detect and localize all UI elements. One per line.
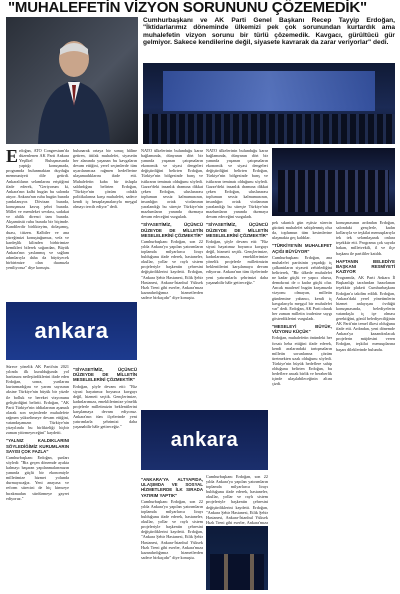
article-text: Cumhurbaşkanı Erdoğan, şunları söyledi: "Biz geçen dönemde ayakta kalmayı başaran yapılanmalarımızın yanında güçlü bir ekonomiyle milletimize hizmet yolunda durmayacağız. Yeni anayasa ve reform sürecini de hiç kimseye bırakmadan sürdürmeye gayret ediyoruz." [6,454,69,501]
subhead: "SİYASETİMİZ, ÜÇÜNCÜ DÜZEYDE DE MİLLETİN MESELELERİNİ ÇÖZMEKTİR" [73,367,137,383]
subhead: "YALNIZ KALDIKLARINI SÖYLEDİĞİMİZ KURUMLARIN SAYISI ÇOK FAZLA" [6,438,69,454]
article-lead: rdoğan, ATO Congresium'da düzenlenen AK Parti Ankara Yeşilkel Buluşmasında yaptığı konuşmada, programda bulunmaktan duyduğu memnuniyeti dile getirdi. Ankaralıların selamlarını eriştiğimi ifade ederek, "Geriyorum ki, Ankara'nın kalbi bugün bu salonda atıyor. Ankara'nın ruhu bugün burada yankılanıyor. Dövizan burada, konuşmuza kavuş şehri burada. Millet ve memleket sevdası, sadakat ve ahilik direnci tam burada. Akşamüstü ruhu burada bir biçimde. Kandilerdir birlikteyim, dolaşamış, duası, titizen. Kalbiler ve ana yüreğimizi konuştuğumuz, vefa ve kardeşlik kilinden birbirimize kemikleri bilerek soğarıdan, Büyük Ankara'nın yaslanmış ve sağlam adımlarıyla daha da büyüyecek birbirimize olan duamızla yeniliyoruz" diye konuştu. [6,148,69,271]
stage-screen [163,71,375,111]
subhead: "ANKARA'YA ALTYAPIDA, ULAŞIMDA VE SOSYAL HİZMETLERDE İLK SIRADA YATIRIM YAPTIK" [141,477,203,498]
article-text: pek sıkıntılı gün eşitsiz sürecin gücünü muhalefet sahiplenmiş olsa da, toplumun tüm kesimlerine ulaşmakta geç kaldılar. [272,220,332,241]
article-column-4 [206,148,268,404]
ankara-logo-text: ankara [34,318,109,343]
article-text: Cumhurbaşkanı Erdoğan, son 22 yılda Ankara'ya yapılan yatırımların toplamda milyarlarca lirayı bulduğunu ifade ederek, hastaneler, okullar, yollar ve raylı sistem projeleriyle başkentin çehresini değiştirdiklerini kaydetti. Erdoğan, "Ankara Şehir Hastanesi, Etlik Şehir Hastanesi, Ankara-İstanbul Yüksek Hızlı Treni gibi eserler, Ankara'mıza kazandırdığımız hizmetlerden sadece birkaçıdır" diye konuştu. [141,238,203,300]
subhead: HAFTANIN BELEDİYE BAŞKANI RESMİYETİ KAZIYOR [336,258,395,275]
article-column-1 [6,148,69,298]
subhead: "SİYASETİMİZ, ÜÇÜNCÜ DÜZEYDE DE MİLLETİN MESELELERİNİ ÇÖZMEKTİR" [141,222,203,238]
ankara-logo-text: ankara [170,428,239,451]
article-text: Cumhurbaşkanı Erdoğan, ana muhalefet partisinin yaşadığı iç çalkantıların siyaseti zehirlediğini belirterek, "Bir ülkede muhalefet ne kadar güçlü ve yapıcı olursa, demokrasi de o kadar güçlü olur. Ancak maalesef bugün karşımızda vizyonu olmayan, milletin gündemine yabancı, kendi iç kavgalarıyla meşgul bir muhalefet var" dedi. Erdoğan, AK Parti olarak her zaman milletin iradesine saygı gösterdiklerini vurguladı. [272,254,332,321]
people-figures [210,554,264,590]
people-row [278,170,389,192]
article-column-5 [272,220,332,590]
article-column-3 [141,148,203,404]
article-text: Erdoğan, muhalefetin önündeki her fırsatı heba ettiğini ifade ederek, kendi aralarındaki tartışmaların milletin sorunlarına çözüm üretmekten uzak olduğunu söyledi. Türkiye'nin büyük hedeflere sahip olduğunu belirten Erdoğan, bu hedeflere ancak birlik ve beraberlik içinde ulaşılabileceğinin altını çizdi. [272,335,332,387]
article-column-1b [6,364,69,590]
erdogan-portrait-photo [6,17,138,144]
ankara-logo-banner-photo-2 [141,410,268,470]
article-text: Cumhurbaşkanı Erdoğan, son 22 yılda Ankara'ya yapılan yatırımların toplamda milyarlarca lirayı bulduğunu ifade ederek, hastaneler, okullar, yollar ve raylı sistem projeleriyle başkentin çehresini değiştirdiklerini kaydetti. Erdoğan, "Ankara Şehir Hastanesi, Etlik Şehir Hastanesi, Ankara-İstanbul Yüksek Hızlı Treni gibi eserler, Ankara'mıza kazandırdığımız hizmetlerden sadece birkaçıdır" diye konuştu. [141,498,203,560]
deck-summary: Cumhurbaşkanı ve AK Parti Genel Başkanı Recep Tayyip Erdoğan, "İktidarlarımız döneminde ülkemizi pek çok sorunundan kurtardık ama muhalefetin vizyon sorunu bir türlü çözemedik. Kavgacı, gürültücü gür gelmiyor. Sakece kendilerine değil, siyasete kavrarak da zarar veriyorlar" dedi. [143,17,395,46]
subhead: "MESELEYİ BÜYÜK, VİZYONU KÜÇÜK" [272,324,332,335]
article-column-6 [336,220,395,590]
article-text: konuşmasının ardından Erdoğan, salondaki gençlerle, kadın kollarıyla ve teşkilat mensuplarıyla tek tek selamlaşarak onlara teşekkür etti. Programa çok sayıda bakan, milletvekili, il ve ilçe başkanı ile partililer katıldı. [336,220,395,256]
stage-crowd-photo [143,63,395,144]
headline: "MUHALEFETİN VİZYON SORUNUNU ÇÖZEMEDİK" [8,0,367,16]
group-stage-photo [272,148,395,216]
article-text: Programda, AK Parti Ankara İl Başkanlığı tarafından hazırlanan teşekkür plaketi Cumhurbaşkanı Erdoğan'a takdim edildi. Erdoğan, Ankara'daki yerel yönetimlerin hizmet anlayışını övdüğü konuşmasında, belediyelerin vatandaşla iç içe olması gerektiğini, gönül belediyeciliğinin AK Parti'nin temel ilkesi olduğunu ifade etti. Ardından, yeni dönemde Ankara'ya kazandırılacak projelerin müjdesini veren Erdoğan, teşkilat mensuplarına başarı dileklerinde bulundu. [336,275,395,352]
article-text: Sürece yönelik AK Parti'nin 2021 yılında ilk kurulduğunda yol haritasını netleştirdiklerini ifade eden Erdoğan, sonra, yurtlarını kurtarmadığını ve yarım sayısının aksine Türkiye'nin büyük bir yüzde ile bolluk ve bereket vizyonunu geliştirdiğini belirtti. Erdoğan, "AK Parti Türkiye'nin iddialarının aşamalı olarak son seçimlerde muhalefete rağmen yükseltmeye devam ettiğini, vatandaşımızın Türkiye'nin yüzyılında bu birlikteliği hiçbir zaman yitirmeyeceğini" kaydetti. [6,364,69,436]
crowd-silhouettes [143,114,395,144]
article-text: NATO ülkelerinin bulunduğu karar bağlamında, dünyanın dört bir yanında yaşanan çatışmaların ekonomik ve siyasi dengeleri değiştirdiğini belirten Erdoğan, Türkiye'nin bölgesinde barış ve istikrarın teminatı olduğunu söyledi. Gazze'deki insanlık dramına dikkat çeken Erdoğan, uluslararası toplumun sessiz kalmamasının, insanlığın ortak vicdanının yaralandığı bu süreçte Türkiye'nin mazlumların yanında durmaya devam edeceğini vurguladı. [141,148,203,220]
article-column-2 [73,148,137,298]
subhead: "SİYASETİMİZ, ÜÇÜNCÜ DÜZEYDE DE MİLLETİN MESELELERİNİ ÇÖZMEKTİR" [206,222,268,238]
article-text: Erdoğan, şöyle devam etti: "Biz siyasi hayatımız boyunca kavgayı değil, hizmeti seçtik. Gençlerimize, kadınlarımıza, emeklilerimize yönelik projelerle milletimizin beklentilerini karşılamaya devam ediyoruz. Ankara'nın tüm ilçelerinde yeni yatırımlarla şehrimizi daha yaşanabilir hâle getireceğiz." [206,238,268,285]
people-row [278,190,389,212]
article-text: Cumhurbaşkanı Erdoğan, son 22 yılda Ankara'ya yapılan yatırımların toplamda milyarlarca lirayı bulduğunu ifade ederek, hastaneler, okullar, yollar ve raylı sistem projeleriyle başkentin çehresini değiştirdiklerini kaydetti. Erdoğan, "Ankara Şehir Hastanesi, Etlik Şehir Hastanesi, Ankara-İstanbul Yüksek Hızlı Treni gibi eserler, Ankara'mıza [206,474,268,525]
article-text: NATO ülkelerinin bulunduğu karar bağlamında, dünyanın dört bir yanında yaşanan çatışmaların ekonomik ve siyasi dengeleri değiştirdiğini belirten Erdoğan, Türkiye'nin bölgesinde barış ve istikrarın teminatı olduğunu söyledi. Gazze'deki insanlık dramına dikkat çeken Erdoğan, uluslararası toplumun sessiz kalmamasının, insanlığın ortak vicdanının yaralandığı bu süreçte Türkiye'nin mazlumların yanında durmaya devam edeceğini vurguladı. [206,148,268,220]
award-ceremony-photo [206,526,268,590]
article-column-3b [141,474,203,590]
article-text: Erdoğan, şöyle devam etti: "Biz siyasi hayatımız boyunca kavgayı değil, hizmeti seçtik. Gençlerimize, kadınlarımıza, emeklilerimize yönelik projelerle milletimizin beklentilerini karşılamaya devam ediyoruz. Ankara'nın tüm ilçelerinde yeni yatırımlarla şehrimizi daha yaşanabilir hâle getireceğiz." [73,383,137,430]
speaker-figure [34,35,112,144]
drop-cap: E [6,148,19,166]
article-column-2b [73,364,137,590]
subhead: "TÜRKİYE'NİN MUHALEFET AÇIĞI BÜYÜYOR" [272,243,332,254]
ankara-logo-banner-photo [6,302,137,360]
article-text: bulunarak ortaya bir sonuç hâline getiren, ittifak muhalefet, siyasetin her alanında yaşanan bu kavgaların devam ettiğini, yerel seçimlerde tüm uyarılarımıza rağmen hedeflerine ulaşamadıklarını ifade etti. Muhalefetin kaba bir üslupla saldırdığını belirten Erdoğan, "Türkiye'nin çözüm odaklı politikalarına karşı muhalefet, sadece kendi iç hesaplaşmalarıyla meşgul olmayı tercih ediyor" dedi. [73,148,137,210]
